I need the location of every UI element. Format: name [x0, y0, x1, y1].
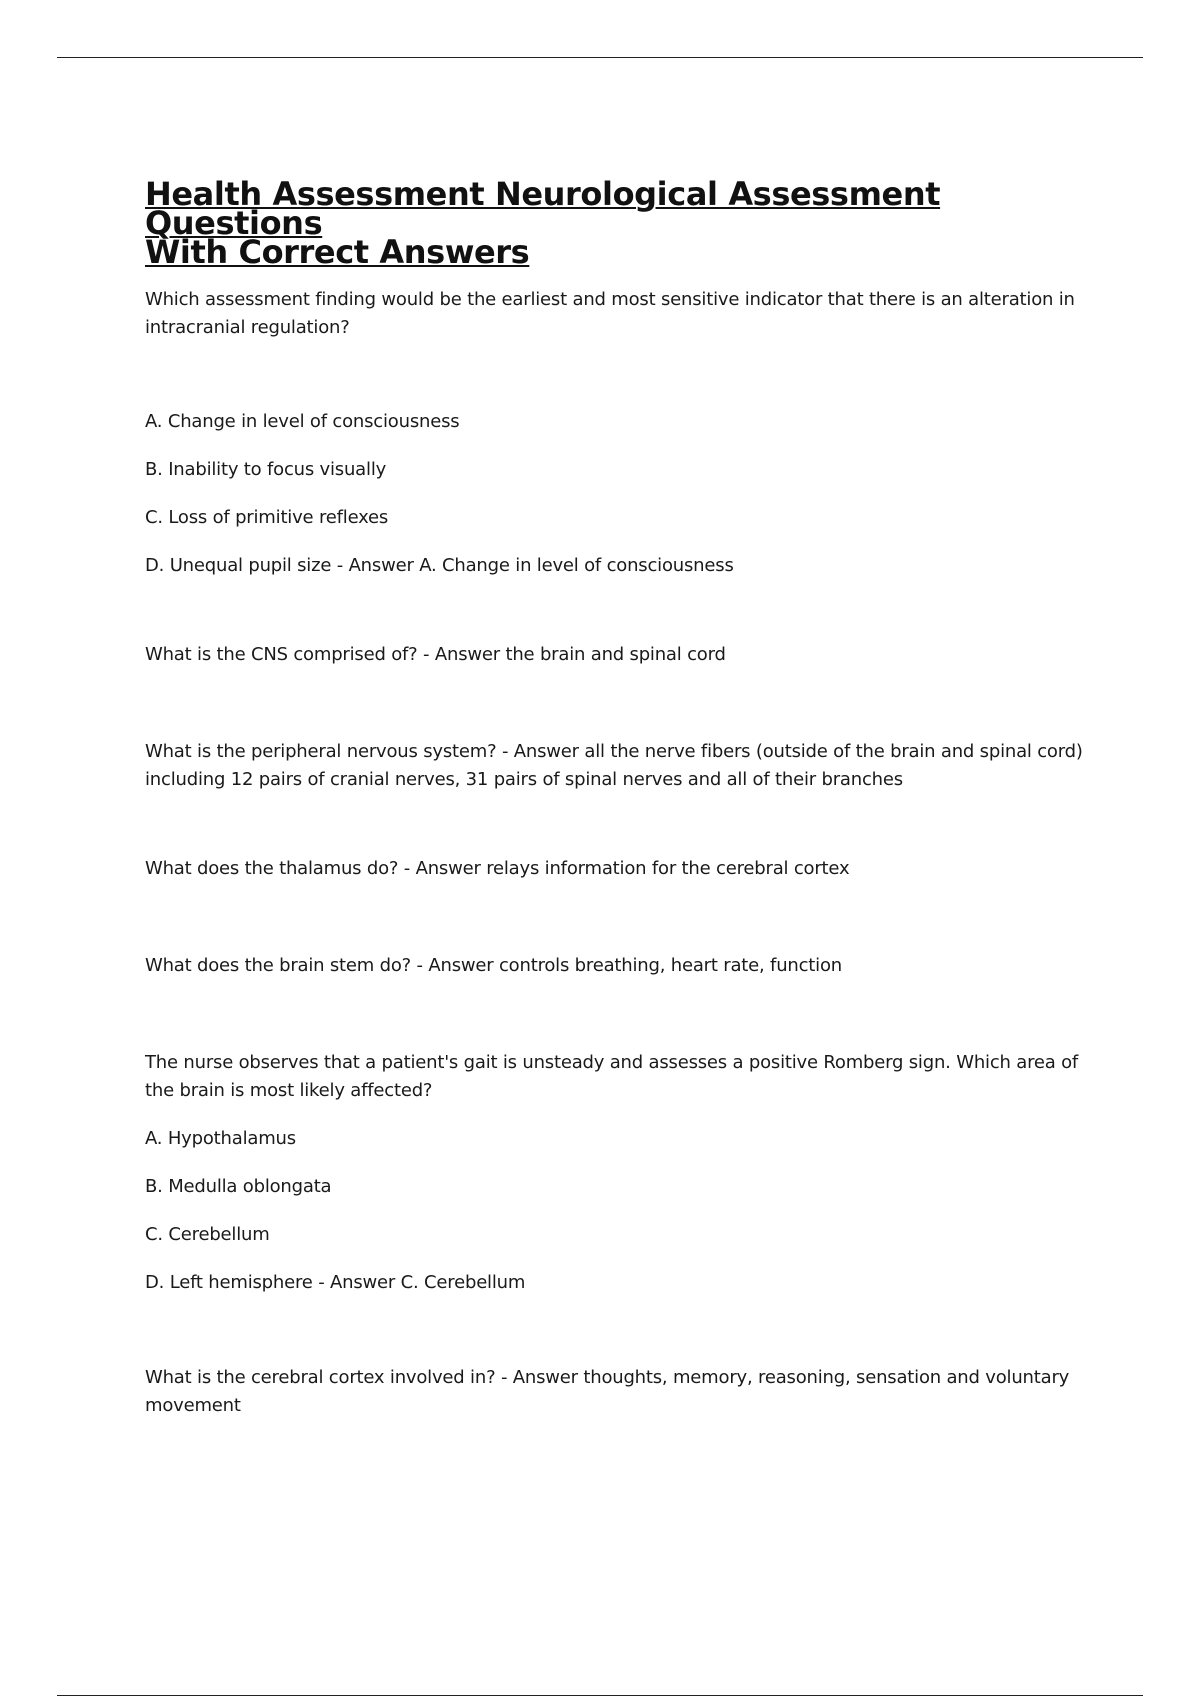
qa-block-1 — [145, 286, 1090, 580]
options-6 — [145, 1125, 1090, 1297]
option-1c: C. Loss of primitive reflexes — [145, 507, 389, 528]
question-6: The nurse observes that a patient's gait is unsteady and assesses a positive Romberg sign. Which area of the brain is most likely affected? — [145, 1052, 1079, 1101]
question-1: Which assessment finding would be the earliest and most sensitive indicator that there is an alteration in intracranial regulation? — [145, 289, 1075, 338]
title-line-1: Health Assessment Neurological Assessment Questions — [145, 175, 941, 242]
option-6c: C. Cerebellum — [145, 1224, 270, 1245]
option-6d-answer: D. Left hemisphere - Answer C. Cerebellum — [145, 1272, 526, 1293]
document-title — [145, 175, 1090, 271]
qa-block-6 — [145, 1049, 1090, 1297]
document-body — [145, 175, 1090, 1420]
option-1a: A. Change in level of consciousness — [145, 411, 460, 432]
option-6b: B. Medulla oblongata — [145, 1176, 332, 1197]
options-1 — [145, 408, 1090, 580]
qa-item-7: What is the cerebral cortex involved in? - Answer thoughts, memory, reasoning, sensation and voluntary movement — [145, 1367, 1070, 1416]
qa-item-4: What does the thalamus do? - Answer relays information for the cerebral cortex — [145, 858, 850, 879]
option-1b: B. Inability to focus visually — [145, 459, 387, 480]
top-rule — [57, 57, 1143, 58]
option-6a: A. Hypothalamus — [145, 1128, 296, 1149]
bottom-rule — [57, 1695, 1143, 1696]
title-line-2: With Correct Answers — [145, 233, 530, 271]
qa-item-5: What does the brain stem do? - Answer controls breathing, heart rate, function — [145, 955, 842, 976]
qa-item-2: What is the CNS comprised of? - Answer the brain and spinal cord — [145, 644, 726, 665]
qa-item-3: What is the peripheral nervous system? - Answer all the nerve fibers (outside of the brain and spinal cord) including 12 pairs of cranial nerves, 31 pairs of spinal nerves and all of their branches — [145, 741, 1083, 790]
option-1d-answer: D. Unequal pupil size - Answer A. Change in level of consciousness — [145, 555, 734, 576]
